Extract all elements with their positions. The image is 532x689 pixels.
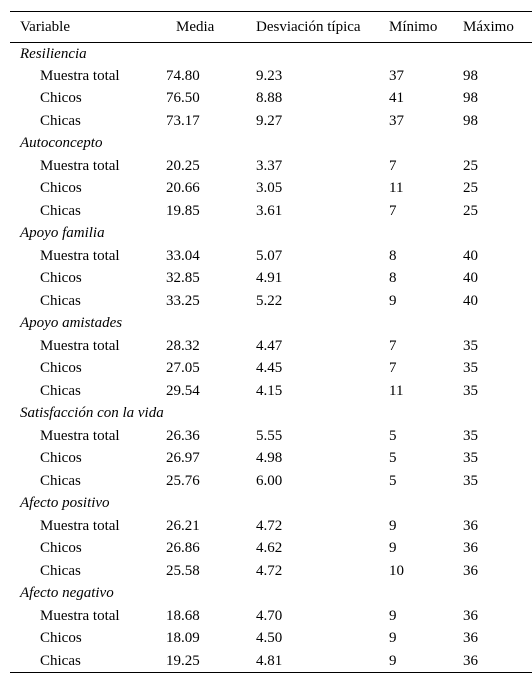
row-label: Chicas xyxy=(10,650,166,673)
cell-desviacion-tipica: 3.05 xyxy=(256,180,283,197)
cell-maximo: 36 xyxy=(463,517,478,534)
cell-media: 18.09 xyxy=(166,630,200,647)
statistics-table-container xyxy=(10,11,521,673)
table-row xyxy=(10,605,532,628)
table-row xyxy=(10,268,532,291)
row-label: Chicas xyxy=(40,472,81,489)
row-label: Chicas xyxy=(40,562,81,579)
row-label: Chicos xyxy=(40,360,82,377)
cell-minimo: 9 xyxy=(389,540,397,557)
header-desviacion-tipica: Desviación típica xyxy=(256,12,389,43)
table-row xyxy=(10,245,532,268)
group-row xyxy=(10,133,532,156)
cell-desviacion-tipica: 4.70 xyxy=(256,607,283,624)
header-media: Media xyxy=(166,12,256,43)
cell-media: 29.54 xyxy=(166,382,200,399)
cell-media: 28.32 xyxy=(166,337,200,354)
cell-media: 33.04 xyxy=(166,247,200,264)
group-label: Apoyo amistades xyxy=(20,315,123,332)
table-row xyxy=(10,628,532,651)
row-label: Chicos xyxy=(40,450,82,467)
cell-minimo: 7 xyxy=(389,360,397,377)
cell-desviacion-tipica: 4.45 xyxy=(256,360,283,377)
cell-maximo: 36 xyxy=(463,562,478,579)
group-row xyxy=(10,583,532,606)
cell-desviacion-tipica: 6.00 xyxy=(256,472,283,489)
cell-media: 73.17 xyxy=(166,112,200,129)
cell-desviacion-tipica: 4.91 xyxy=(256,270,283,287)
row-label: Muestra total xyxy=(40,247,120,264)
cell-media: 27.05 xyxy=(166,360,200,377)
cell-desviacion-tipica: 4.72 xyxy=(256,562,283,579)
row-label: Chicas xyxy=(40,292,81,309)
group-label: Resiliencia xyxy=(20,45,87,62)
cell-maximo: 35 xyxy=(463,450,478,467)
cell-desviacion-tipica: 4.62 xyxy=(256,540,283,557)
header-maximo: Máximo xyxy=(463,12,532,43)
row-label: Muestra total xyxy=(40,517,120,534)
header-variable: Variable xyxy=(10,12,166,43)
cell-desviacion-tipica: 9.27 xyxy=(256,112,283,129)
cell-minimo: 9 xyxy=(389,630,397,647)
table-row xyxy=(10,88,532,111)
cell-minimo: 8 xyxy=(389,270,397,287)
cell-minimo: 5 xyxy=(389,472,397,489)
cell-media: 26.86 xyxy=(166,540,200,557)
row-label: Muestra total xyxy=(40,157,120,174)
cell-minimo: 7 xyxy=(389,202,397,219)
cell-desviacion-tipica: 3.61 xyxy=(256,202,283,219)
cell-minimo: 10 xyxy=(389,562,404,579)
cell-maximo: 35 xyxy=(463,382,478,399)
table-row xyxy=(10,358,532,381)
cell-maximo: 98 xyxy=(463,67,478,84)
cell-minimo: 5 xyxy=(389,427,397,444)
table-row xyxy=(10,560,532,583)
cell-media: 19.85 xyxy=(166,202,200,219)
cell-media: 25.58 xyxy=(166,562,200,579)
cell-maximo: 35 xyxy=(463,427,478,444)
cell-desviacion-tipica: 4.72 xyxy=(256,517,283,534)
cell-desviacion-tipica: 4.81 xyxy=(256,650,389,673)
cell-minimo: 9 xyxy=(389,650,463,673)
group-row xyxy=(10,223,532,246)
group-label: Apoyo familia xyxy=(20,225,105,242)
cell-minimo: 41 xyxy=(389,90,404,107)
table-body xyxy=(10,43,532,673)
row-label: Chicos xyxy=(40,180,82,197)
cell-minimo: 9 xyxy=(389,292,397,309)
table-row xyxy=(10,200,532,223)
cell-media: 18.68 xyxy=(166,607,200,624)
descriptive-statistics-table xyxy=(10,11,532,673)
cell-media: 25.76 xyxy=(166,472,200,489)
group-label: Afecto positivo xyxy=(20,495,110,512)
cell-maximo: 25 xyxy=(463,157,478,174)
cell-maximo: 36 xyxy=(463,540,478,557)
cell-desviacion-tipica: 8.88 xyxy=(256,90,283,107)
table-row xyxy=(10,650,532,673)
group-row xyxy=(10,403,532,426)
table-row xyxy=(10,380,532,403)
table-row xyxy=(10,155,532,178)
cell-maximo: 40 xyxy=(463,292,478,309)
cell-desviacion-tipica: 3.37 xyxy=(256,157,283,174)
cell-media: 20.25 xyxy=(166,157,200,174)
cell-maximo: 35 xyxy=(463,360,478,377)
table-row xyxy=(10,290,532,313)
cell-minimo: 11 xyxy=(389,382,404,399)
cell-desviacion-tipica: 4.15 xyxy=(256,382,283,399)
row-label: Chicas xyxy=(40,382,81,399)
row-label: Muestra total xyxy=(40,427,120,444)
cell-media: 26.21 xyxy=(166,517,200,534)
group-row xyxy=(10,313,532,336)
row-label: Chicas xyxy=(40,202,81,219)
cell-maximo: 40 xyxy=(463,270,478,287)
table-row xyxy=(10,448,532,471)
group-label: Satisfacción con la vida xyxy=(20,405,164,422)
cell-minimo: 37 xyxy=(389,67,404,84)
cell-minimo: 11 xyxy=(389,180,404,197)
row-label: Muestra total xyxy=(40,67,120,84)
table-row xyxy=(10,65,532,88)
header-row xyxy=(10,12,532,43)
group-label: Autoconcepto xyxy=(20,135,103,152)
row-label: Chicos xyxy=(40,270,82,287)
cell-media: 26.36 xyxy=(166,427,200,444)
cell-media: 33.25 xyxy=(166,292,200,309)
cell-media: 74.80 xyxy=(166,67,200,84)
cell-maximo: 40 xyxy=(463,247,478,264)
cell-media: 32.85 xyxy=(166,270,200,287)
cell-media: 19.25 xyxy=(166,650,256,673)
cell-desviacion-tipica: 4.50 xyxy=(256,630,283,647)
cell-maximo: 36 xyxy=(463,630,478,647)
row-label: Chicos xyxy=(40,540,82,557)
row-label: Chicas xyxy=(40,112,81,129)
cell-maximo: 36 xyxy=(463,607,478,624)
group-row xyxy=(10,43,532,66)
cell-desviacion-tipica: 4.47 xyxy=(256,337,283,354)
cell-minimo: 37 xyxy=(389,112,404,129)
group-row xyxy=(10,493,532,516)
row-label: Muestra total xyxy=(40,337,120,354)
cell-minimo: 5 xyxy=(389,450,397,467)
table-row xyxy=(10,178,532,201)
table-row xyxy=(10,110,532,133)
cell-media: 20.66 xyxy=(166,180,200,197)
cell-maximo: 25 xyxy=(463,202,478,219)
cell-maximo: 25 xyxy=(463,180,478,197)
cell-media: 26.97 xyxy=(166,450,200,467)
table-header xyxy=(10,12,532,43)
cell-desviacion-tipica: 5.55 xyxy=(256,427,283,444)
cell-maximo: 98 xyxy=(463,90,478,107)
table-row xyxy=(10,470,532,493)
cell-minimo: 7 xyxy=(389,337,397,354)
group-label: Afecto negativo xyxy=(20,585,114,602)
table-row xyxy=(10,335,532,358)
cell-maximo: 98 xyxy=(463,112,478,129)
cell-maximo: 35 xyxy=(463,337,478,354)
cell-maximo: 35 xyxy=(463,472,478,489)
row-label: Chicos xyxy=(40,630,82,647)
cell-minimo: 9 xyxy=(389,607,397,624)
cell-minimo: 8 xyxy=(389,247,397,264)
header-minimo: Mínimo xyxy=(389,12,463,43)
cell-desviacion-tipica: 5.22 xyxy=(256,292,283,309)
cell-desviacion-tipica: 9.23 xyxy=(256,67,283,84)
table-row xyxy=(10,425,532,448)
table-row xyxy=(10,538,532,561)
cell-media: 76.50 xyxy=(166,90,200,107)
cell-maximo: 36 xyxy=(463,650,532,673)
cell-desviacion-tipica: 5.07 xyxy=(256,247,283,264)
row-label: Chicos xyxy=(40,90,82,107)
cell-minimo: 9 xyxy=(389,517,397,534)
cell-desviacion-tipica: 4.98 xyxy=(256,450,283,467)
row-label: Muestra total xyxy=(40,607,120,624)
table-row xyxy=(10,515,532,538)
cell-minimo: 7 xyxy=(389,157,397,174)
